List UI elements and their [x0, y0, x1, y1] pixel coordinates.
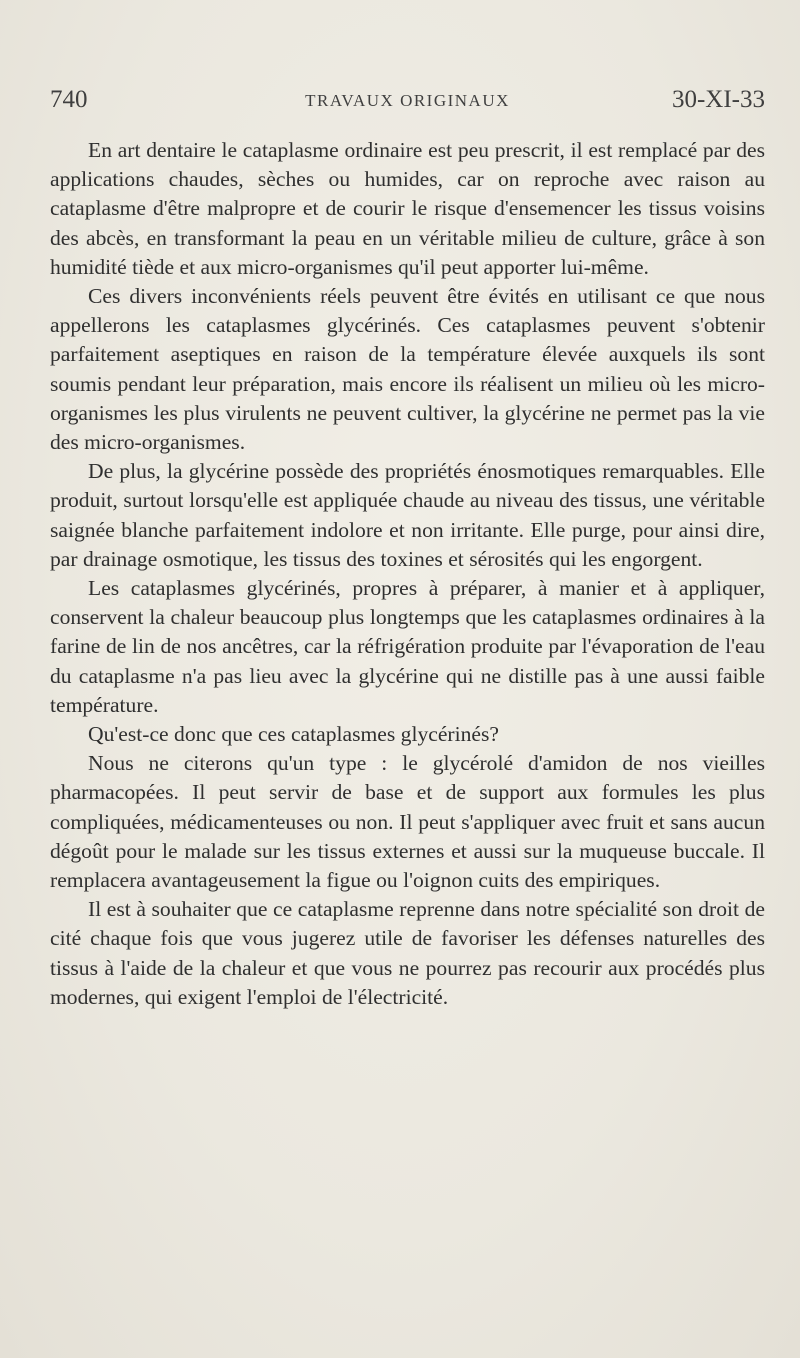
page-number: 740 [50, 86, 88, 113]
paragraph: En art dentaire le cataplasme ordinaire est peu prescrit, il est remplacé par des applications chaudes, sèches ou humides, car on reproche avec raison au cataplasme d'être malpropre et de courir le risque d'ensemencer les tissus voisins des abcès, en transformant la peau en un véritable milieu de culture, grâce à son humidité tiède et aux micro-organismes qu'il peut apporter lui-même. [50, 138, 765, 279]
paragraph: Qu'est-ce donc que ces cataplasmes glycérinés? [88, 722, 499, 747]
running-header [50, 86, 765, 116]
issue-date: 30-XI-33 [671, 86, 765, 113]
paragraph: Les cataplasmes glycérinés, propres à préparer, à manier et à appliquer, conservent la chaleur beaucoup plus longtemps que les cataplasmes ordinaires à la farine de lin de nos ancêtres, car la réfrigération produite par l'évaporation de l'eau du cataplasme n'a pas lieu avec la glycérine qui ne distille pas à une aussi faible température. [50, 576, 765, 717]
article-body [50, 136, 765, 1012]
paragraph: Nous ne citerons qu'un type : le glycérolé d'amidon de nos vieilles pharmacopées. Il peut servir de base et de support aux formules les plus compliquées, médicamenteuses ou non. Il peut s'appliquer avec fruit et sans aucun dégoût pour le malade sur les tissus externes et aussi sur la muqueuse buccale. Il remplacera avantageusement la figue ou l'oignon cuits des empiriques. [50, 751, 765, 893]
paragraph: Ces divers inconvénients réels peuvent être évités en utilisant ce que nous appellerons les cataplasmes glycérinés. Ces cataplasmes peuvent s'obtenir parfaitement aseptiques en raison de la température élevée auxquels ils sont soumis pendant leur préparation, mais encore ils réalisent un milieu où les micro-organismes les plus virulents ne peuvent cultiver, la glycérine ne permet pas la vie des micro-organismes. [50, 284, 765, 455]
running-title: TRAVAUX ORIGINAUX [305, 91, 510, 110]
paragraph: De plus, la glycérine possède des propriétés énosmotiques remarquables. Elle produit, surtout lorsqu'elle est appliquée chaude au niveau des tissus, une véritable saignée blanche parfaitement indolore et non irritante. Elle purge, pour ainsi dire, par drainage osmotique, les tissus des toxines et sérosités qui les engorgent. [50, 459, 765, 571]
paragraph: Il est à souhaiter que ce cataplasme reprenne dans notre spécialité son droit de cité chaque fois que vous jugerez utile de favoriser les défenses naturelles des tissus à l'aide de la chaleur et que vous ne pourrez pas recourir aux procédés plus modernes, qui exigent l'emploi de l'électricité. [50, 897, 765, 1009]
